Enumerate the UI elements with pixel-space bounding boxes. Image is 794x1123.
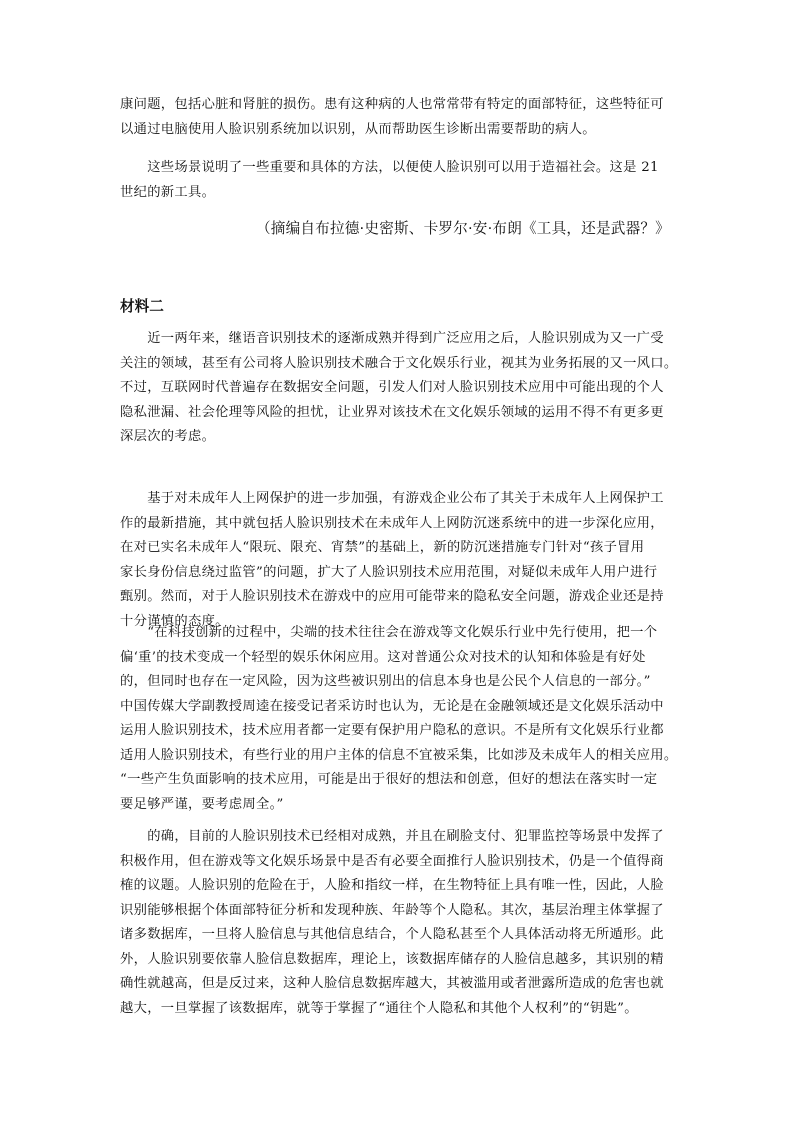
paragraph-summary	[120, 156, 680, 205]
text-line: 十分谨慎的态度。	[120, 613, 229, 629]
text-line: 以通过电脑使用人脸识别系统加以识别，从而帮助医生诊断出需要帮助的病人。	[120, 121, 596, 137]
text-line: 诸多数据库，一旦将人脸信息与其他信息结合，个人隐私甚至个人具体活动将无所遁形。此	[120, 927, 664, 942]
text-line: 不过，互联网时代普遍存在数据安全问题，引发人们对人脸识别技术应用中可能出现的个人	[120, 380, 664, 395]
text-line: 偏‘重’的技术变成一个轻型的娱乐休闲应用。这对普通公众对技术的认知和体验是有好处	[120, 649, 646, 665]
text-line: 越大，一旦掌握了该数据库，就等于掌握了“通往个人隐私和其他个人权利”的“钥匙”。	[120, 1000, 638, 1016]
text-line: “在科技创新的过程中，尖端的技术往往会在游戏等文化娱乐行业中先行使用，把一个	[120, 625, 658, 640]
section-heading: 材料二	[120, 298, 164, 315]
text-line: 识别能够根据个体面部特征分析和发现种族、年龄等个人隐私。其次，基层治理主体掌握了	[120, 902, 664, 918]
text-line: 适用人脸识别技术，有些行业的用户主体的信息不宜被采集，比如涉及未成年人的相关应用。	[120, 747, 678, 763]
text-line: 康问题，包括心脏和肾脏的损伤。患有这种病的人也常常带有特定的面部特征，这些特征可	[120, 97, 664, 112]
text-line: 基于对未成年人上网保护的进一步加强，有游戏企业公布了其关于未成年人上网保护工	[120, 491, 664, 506]
text-line: 确性就越高，但是反过来，这种人脸信息数据库越大，其被滥用或者泄露所造成的危害也就	[120, 976, 664, 991]
paragraph-expert-quote	[120, 621, 680, 817]
paragraph-health-issue	[120, 93, 680, 142]
text-line: 深层次的考虑。	[120, 429, 216, 444]
text-line: 关注的领域，甚至有公司将人脸识别技术融合于文化娱乐行业，视其为业务拓展的又一风口。	[120, 355, 678, 371]
source-attribution: （摘编自布拉德·史密斯、卡罗尔·安·布朗《工具，还是武器？》	[256, 220, 670, 237]
text-line: 外，人脸识别要依靠人脸信息数据库，理论上，该数据库储存的人脸信息越多，其识别的精	[120, 951, 664, 967]
text-line: 隐私泄漏、社会伦理等风险的担忧，让业界对该技术在文化娱乐领域的运用不得不有更多更	[120, 404, 664, 420]
text-line: 在对已实名未成年人“限玩、限充、宵禁”的基础上，新的防沉迷措施专门针对“孩子冒用	[120, 540, 645, 555]
text-line: 要足够严谨，要考虑周全。”	[120, 796, 284, 812]
text-line: 作的最新措施，其中就包括人脸识别技术在未成年人上网防沉迷系统中的进一步深化应用，	[120, 515, 664, 531]
text-line: 甄别。然而，对于人脸识别技术在游戏中的应用可能带来的隐私安全问题，游戏企业还是持	[120, 589, 664, 604]
text-line: 中国传媒大学副教授周逵在接受记者采访时也认为，无论是在金融领域还是文化娱乐活动中	[120, 698, 664, 714]
text-line: “一些产生负面影响的技术应用，可能是出于很好的想法和创意，但好的想法在落实时一定	[120, 772, 658, 787]
text-line: 世纪的新工具。	[120, 184, 216, 200]
text-line: 的，但同时也存在一定风险，因为这些被识别出的信息本身也是公民个人信息的一部分。”	[120, 674, 651, 689]
text-line: 家长身份信息绕过监管”的问题，扩大了人脸识别技术应用范围，对疑似未成年人用户进行	[120, 564, 658, 580]
paragraph-minor-protection	[120, 487, 680, 634]
text-line: 运用人脸识别技术，技术应用者都一定要有保护用户隐私的意识。不是所有文化娱乐行业都	[120, 723, 664, 738]
text-line: 榷的议题。人脸识别的危险在于，人脸和指纹一样，在生物特征上具有唯一性，因此，人脸	[120, 878, 664, 893]
text-line: 这些场景说明了一些重要和具体的方法，以便使人脸识别可以用于造福社会。这是 21	[120, 160, 659, 175]
text-line: 积极作用，但在游戏等文化娱乐场景中是否有必要全面推行人脸识别技术，仍是一个值得商	[120, 853, 664, 869]
text-line: 近一两年来，继语音识别技术的逐渐成熟并得到广泛应用之后，人脸识别成为又一广受	[120, 331, 664, 346]
paragraph-risk-analysis	[120, 825, 680, 1021]
paragraph-intro	[120, 327, 680, 450]
text-line: 的确，目前的人脸识别技术已经相对成熟，并且在刷脸支付、犯罪监控等场景中发挥了	[120, 829, 664, 844]
